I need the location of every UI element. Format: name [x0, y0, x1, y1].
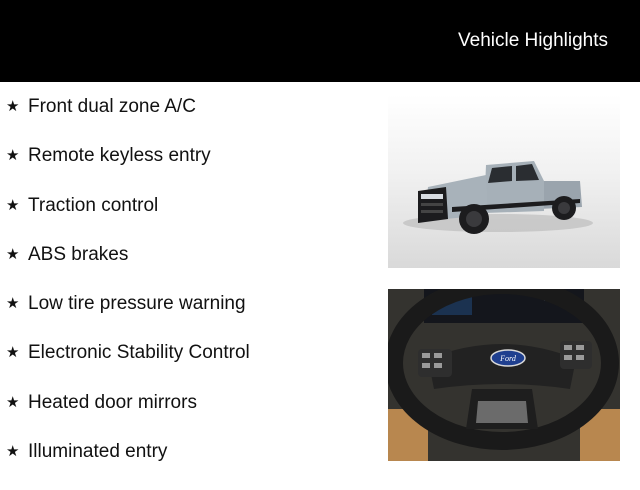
- star-icon: ★: [6, 393, 20, 411]
- star-icon: ★: [6, 245, 20, 263]
- pickup-truck-illustration: [388, 95, 620, 268]
- feature-label: Remote keyless entry: [28, 145, 211, 167]
- feature-label: Traction control: [28, 194, 159, 216]
- list-item: [6, 96, 250, 145]
- feature-label: Illuminated entry: [28, 441, 168, 463]
- feature-label: Heated door mirrors: [28, 391, 197, 413]
- feature-label: Front dual zone A/C: [28, 96, 196, 117]
- interior-photo: [388, 289, 620, 461]
- star-icon: ★: [6, 196, 20, 214]
- feature-list: [6, 96, 250, 490]
- star-icon: ★: [6, 344, 20, 362]
- feature-label: ABS brakes: [28, 243, 129, 265]
- header-bar: [0, 0, 640, 82]
- feature-label: Low tire pressure warning: [28, 293, 246, 315]
- cluster-readout: 0: [542, 290, 549, 304]
- ford-emblem: Ford: [500, 354, 516, 363]
- list-item: [6, 195, 250, 244]
- star-icon: ★: [6, 147, 20, 165]
- list-item: [6, 441, 250, 490]
- exterior-photo: [388, 95, 620, 268]
- steering-wheel-illustration: [388, 289, 620, 461]
- star-icon: ★: [6, 295, 20, 313]
- list-item: [6, 392, 250, 441]
- list-item: [6, 293, 250, 342]
- star-icon: ★: [6, 443, 20, 461]
- feature-label: Electronic Stability Control: [28, 342, 250, 364]
- page-title: Vehicle Highlights: [458, 30, 608, 51]
- star-icon: ★: [6, 98, 20, 115]
- list-item: [6, 342, 250, 391]
- list-item: [6, 244, 250, 293]
- list-item: [6, 145, 250, 194]
